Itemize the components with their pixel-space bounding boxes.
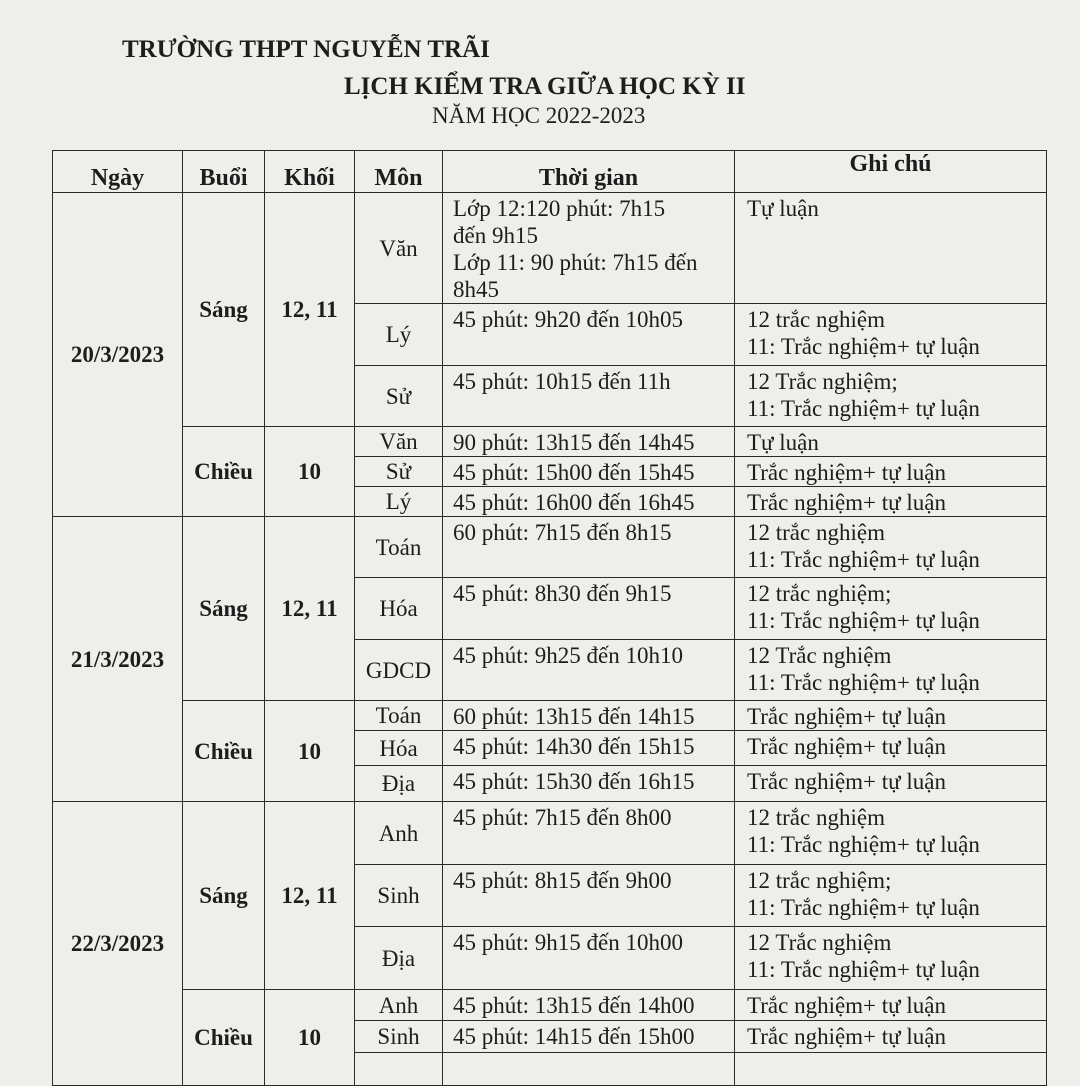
time-cell: 45 phút: 14h30 đến 15h15	[443, 731, 735, 766]
school-year: NĂM HỌC 2022-2023	[432, 103, 646, 128]
table-row	[53, 990, 1047, 1021]
header-note: Ghi chú	[735, 151, 1047, 193]
note-cell	[735, 1053, 1047, 1086]
session-cell: Sáng	[183, 802, 265, 990]
header-time: Thời gian	[443, 151, 735, 193]
note-cell: Trắc nghiệm+ tự luận	[735, 487, 1047, 517]
date-cell: 20/3/2023	[53, 193, 183, 517]
time-cell: 90 phút: 13h15 đến 14h45	[443, 427, 735, 457]
time-cell: 45 phút: 15h30 đến 16h15	[443, 766, 735, 802]
school-name: TRƯỜNG THPT NGUYỄN TRÃI	[122, 36, 490, 63]
table-row	[53, 701, 1047, 731]
subject-cell: Toán	[355, 517, 443, 578]
subject-cell: Sinh	[355, 865, 443, 927]
note-cell: 12 Trắc nghiệm 11: Trắc nghiệm+ tự luận	[735, 927, 1047, 990]
subject-cell: Sinh	[355, 1021, 443, 1053]
note-cell: Tự luận	[735, 427, 1047, 457]
note-cell: Trắc nghiệm+ tự luận	[735, 457, 1047, 487]
time-cell: 45 phút: 9h20 đến 10h05	[443, 304, 735, 366]
session-cell: Chiều	[183, 427, 265, 517]
note-cell: 12 Trắc nghiệm; 11: Trắc nghiệm+ tự luận	[735, 366, 1047, 427]
grade-cell: 10	[265, 427, 355, 517]
subject-cell: Văn	[355, 427, 443, 457]
time-cell	[443, 1053, 735, 1086]
header-grade: Khối	[265, 151, 355, 193]
header-subject: Môn	[355, 151, 443, 193]
grade-cell: 10	[265, 990, 355, 1086]
time-cell: 45 phút: 15h00 đến 15h45	[443, 457, 735, 487]
exam-schedule-table	[52, 150, 1047, 1086]
grade-cell: 12, 11	[265, 193, 355, 427]
grade-cell: 12, 11	[265, 802, 355, 990]
time-cell: 45 phút: 7h15 đến 8h00	[443, 802, 735, 865]
time-cell: 45 phút: 9h15 đến 10h00	[443, 927, 735, 990]
note-cell: Trắc nghiệm+ tự luận	[735, 990, 1047, 1021]
session-cell: Sáng	[183, 193, 265, 427]
subject-cell: Lý	[355, 304, 443, 366]
table-row	[53, 427, 1047, 457]
subject-cell: Toán	[355, 701, 443, 731]
note-cell: Tự luận	[735, 193, 1047, 304]
time-cell: 45 phút: 8h30 đến 9h15	[443, 578, 735, 640]
subject-cell: Anh	[355, 990, 443, 1021]
date-cell: 22/3/2023	[53, 802, 183, 1086]
note-cell: Trắc nghiệm+ tự luận	[735, 731, 1047, 766]
table-body	[53, 193, 1047, 1086]
header-session: Buổi	[183, 151, 265, 193]
session-cell: Chiều	[183, 990, 265, 1086]
subject-cell: Địa	[355, 766, 443, 802]
table-row	[53, 802, 1047, 865]
table-row	[53, 193, 1047, 304]
note-cell: Trắc nghiệm+ tự luận	[735, 701, 1047, 731]
note-cell: 12 trắc nghiệm 11: Trắc nghiệm+ tự luận	[735, 304, 1047, 366]
subject-cell: Hóa	[355, 578, 443, 640]
table-row	[53, 517, 1047, 578]
grade-cell: 10	[265, 701, 355, 802]
note-cell: Trắc nghiệm+ tự luận	[735, 1021, 1047, 1053]
time-cell: 45 phút: 14h15 đến 15h00	[443, 1021, 735, 1053]
time-cell: 60 phút: 13h15 đến 14h15	[443, 701, 735, 731]
time-cell: 45 phút: 10h15 đến 11h	[443, 366, 735, 427]
note-cell: 12 trắc nghiệm 11: Trắc nghiệm+ tự luận	[735, 517, 1047, 578]
time-cell: 45 phút: 8h15 đến 9h00	[443, 865, 735, 927]
time-cell: 45 phút: 9h25 đến 10h10	[443, 640, 735, 701]
note-cell: 12 trắc nghiệm 11: Trắc nghiệm+ tự luận	[735, 802, 1047, 865]
subject-cell	[355, 1053, 443, 1086]
time-cell: 45 phút: 13h15 đến 14h00	[443, 990, 735, 1021]
session-cell: Chiều	[183, 701, 265, 802]
table-header-row	[53, 151, 1047, 193]
date-cell: 21/3/2023	[53, 517, 183, 802]
subject-cell: GDCD	[355, 640, 443, 701]
subject-cell: Văn	[355, 193, 443, 304]
note-cell: 12 Trắc nghiệm 11: Trắc nghiệm+ tự luận	[735, 640, 1047, 701]
document-title: LỊCH KIỂM TRA GIỮA HỌC KỲ II	[344, 73, 746, 100]
note-cell: 12 trắc nghiệm; 11: Trắc nghiệm+ tự luận	[735, 578, 1047, 640]
subject-cell: Sử	[355, 366, 443, 427]
subject-cell: Địa	[355, 927, 443, 990]
note-cell: 12 trắc nghiệm; 11: Trắc nghiệm+ tự luận	[735, 865, 1047, 927]
note-cell: Trắc nghiệm+ tự luận	[735, 766, 1047, 802]
subject-cell: Anh	[355, 802, 443, 865]
subject-cell: Sử	[355, 457, 443, 487]
subject-cell: Hóa	[355, 731, 443, 766]
time-cell: Lớp 12:120 phút: 7h15 đến 9h15 Lớp 11: 90 phút: 7h15 đến 8h45	[443, 193, 735, 304]
time-cell: 60 phút: 7h15 đến 8h15	[443, 517, 735, 578]
subject-cell: Lý	[355, 487, 443, 517]
grade-cell: 12, 11	[265, 517, 355, 701]
header-date: Ngày	[53, 151, 183, 193]
session-cell: Sáng	[183, 517, 265, 701]
time-cell: 45 phút: 16h00 đến 16h45	[443, 487, 735, 517]
